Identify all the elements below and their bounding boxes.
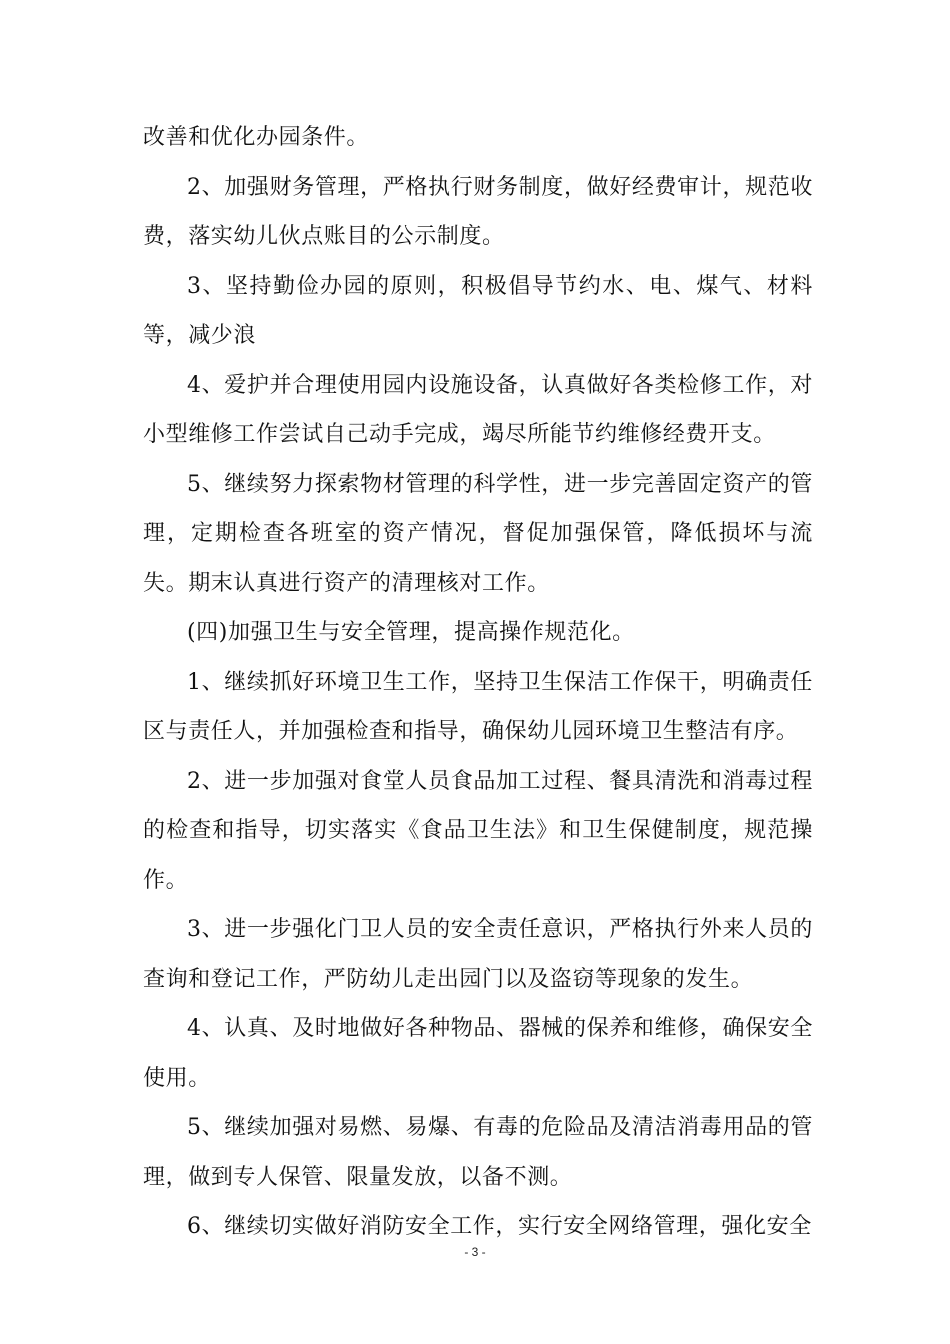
section-heading: (四)加强卫生与安全管理，提高操作规范化。	[187, 620, 635, 645]
paragraph: 5、继续加强对易燃、易爆、有毒的危险品及清洁消毒用品的管理，做到专人保管、限量发放，以备不测。	[143, 1115, 813, 1190]
paragraph: 改善和优化办园条件。	[143, 125, 370, 150]
paragraph: 2、加强财务管理，严格执行财务制度，做好经费审计，规范收费，落实幼儿伙点账目的公示制度。	[143, 174, 813, 249]
paragraph: 3、进一步强化门卫人员的安全责任意识，严格执行外来人员的查询和登记工作，严防幼儿走出园门以及盗窃等现象的发生。	[143, 917, 813, 992]
paragraph: 5、继续努力探索物材管理的科学性，进一步完善固定资产的管理，定期检查各班室的资产情况，督促加强保管，降低损坏与流失。期末认真进行资产的清理核对工作。	[143, 471, 813, 596]
paragraph: 1、继续抓好环境卫生工作，坚持卫生保洁工作保干，明确责任区与责任人，并加强检查和指导，确保幼儿园环境卫生整洁有序。	[143, 669, 813, 744]
paragraph: 3、坚持勤俭办园的原则，积极倡导节约水、电、煤气、材料等，减少浪	[143, 273, 813, 348]
paragraph: 6、继续切实做好消防安全工作，实行安全网络管理，强化安全	[187, 1214, 812, 1239]
document-body	[143, 113, 813, 1252]
paragraph: 4、爱护并合理使用园内设施设备，认真做好各类检修工作，对小型维修工作尝试自己动手完成，竭尽所能节约维修经费开支。	[143, 372, 813, 447]
page-number: - 3 -	[464, 1245, 486, 1259]
paragraph: 2、进一步加强对食堂人员食品加工过程、餐具清洗和消毒过程的检查和指导，切实落实《食品卫生法》和卫生保健制度，规范操作。	[143, 768, 813, 893]
paragraph: 4、认真、及时地做好各种物品、器械的保养和维修，确保安全使用。	[143, 1016, 813, 1091]
